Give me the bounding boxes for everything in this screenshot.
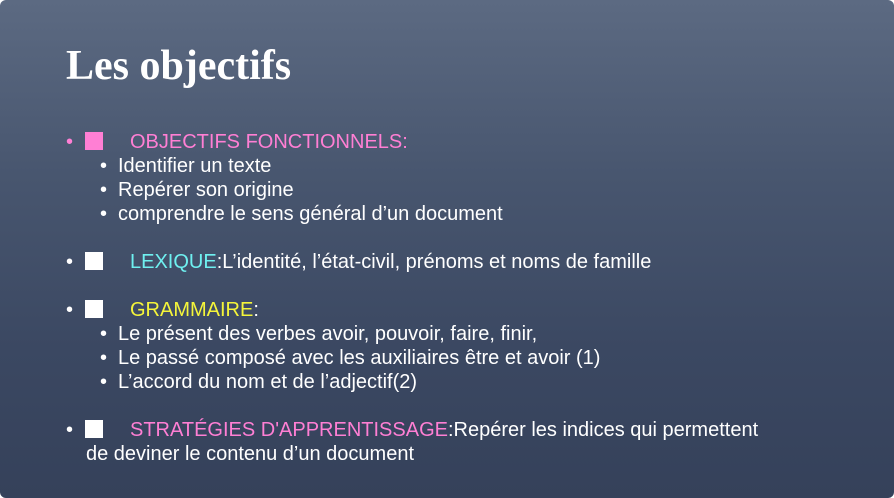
list-item-text: Le passé composé avec les auxiliaires être et avoir (1): [118, 347, 601, 369]
section-main-line: [66, 418, 866, 442]
square-icon: [85, 420, 103, 438]
sub-bullet: •: [100, 323, 108, 345]
list-item: [66, 202, 866, 226]
list-item-text: Identifier un texte: [118, 155, 272, 177]
sub-bullet: •: [100, 179, 108, 201]
square-icon: [85, 132, 103, 150]
section-heading: LEXIQUE: [130, 251, 217, 273]
section-objectifs-fonctionnels: [66, 130, 866, 226]
sub-bullet: •: [100, 155, 108, 177]
section-main-line: [66, 298, 866, 322]
sub-bullet: •: [100, 371, 108, 393]
list-item: [66, 370, 866, 394]
section-heading: GRAMMAIRE: [130, 299, 254, 321]
list-item-text: comprendre le sens général d’un document: [118, 203, 503, 225]
bullet: •: [66, 131, 74, 153]
list-item: [66, 154, 866, 178]
sub-bullet: •: [100, 203, 108, 225]
section-main-line: [66, 250, 866, 274]
slide-title: Les objectifs: [66, 43, 292, 89]
list-item: [66, 178, 866, 202]
square-icon: [85, 300, 103, 318]
list-item-text: Le présent des verbes avoir, pouvoir, faire, finir,: [118, 323, 538, 345]
section-text: :L’identité, l’état-civil, prénoms et noms de famille: [216, 251, 652, 273]
section-heading: STRATÉGIES D'APPRENTISSAGE: [130, 419, 448, 441]
list-item: [66, 346, 866, 370]
objectives-list: [66, 130, 866, 466]
section-lexique: [66, 250, 866, 274]
section-text: :: [253, 299, 259, 321]
square-icon: [85, 252, 103, 270]
list-item: [66, 322, 866, 346]
sub-list: [66, 322, 866, 394]
section-heading: OBJECTIFS FONCTIONNELS:: [130, 131, 408, 153]
bullet: •: [66, 299, 74, 321]
section-grammaire: [66, 298, 866, 394]
sub-bullet: •: [100, 347, 108, 369]
section-main-line: [66, 130, 866, 154]
list-item-text: Repérer son origine: [118, 179, 294, 201]
section-text: :Repérer les indices qui permettent: [447, 419, 759, 441]
sub-list: [66, 154, 866, 226]
section-continuation: de deviner le contenu d’un document: [86, 443, 415, 465]
section-strategies: [66, 418, 866, 466]
bullet: •: [66, 251, 74, 273]
list-item-text: L’accord du nom et de l’adjectif(2): [118, 371, 418, 393]
bullet: •: [66, 419, 74, 441]
